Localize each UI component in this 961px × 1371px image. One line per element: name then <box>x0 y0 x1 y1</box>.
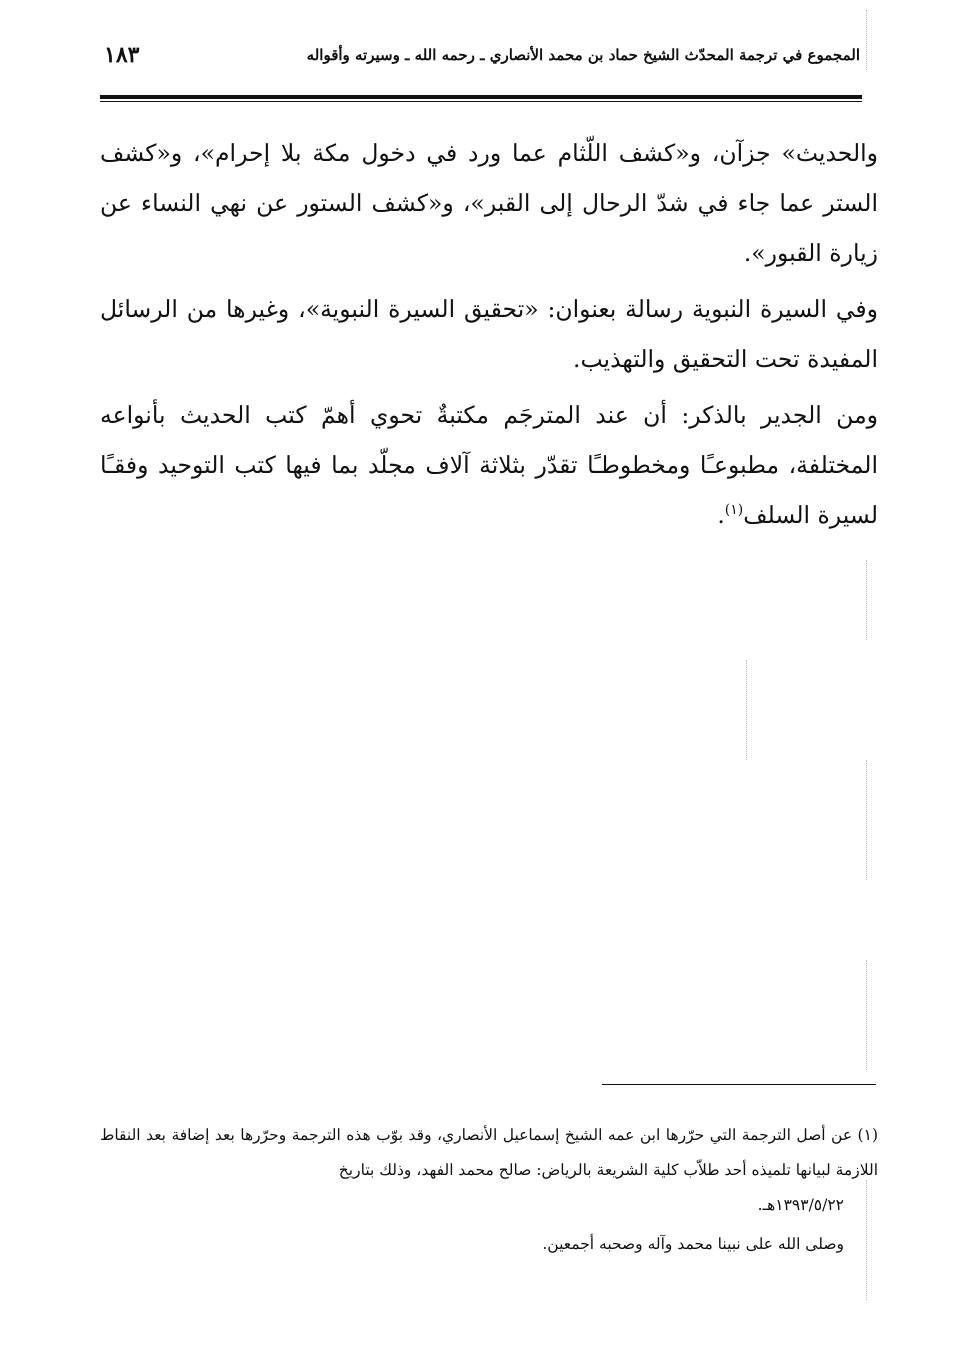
footnotes <box>100 1118 878 1262</box>
footnote-1-date: ١٣٩٣/٥/٢٢هـ. <box>757 1196 844 1214</box>
header-rule-thin <box>100 101 862 102</box>
footnote-1: (١) عن أصل الترجمة التي حرّرها ابن عمه الشيخ إسماعيل الأنصاري، وقد بوّب هذه الترجمة وحرّرها بعد إضافة بعد النقاط اللازمة لبيانها تلميذه أحد طلاّب كلية الشريعة بالرياض: صالح محمد الفهد، وذلك بتاريخ <box>100 1126 878 1179</box>
paragraph-3 <box>100 390 878 540</box>
scan-mark <box>866 960 868 1070</box>
scan-mark <box>866 10 868 70</box>
scan-mark <box>866 1180 868 1300</box>
page-number: ١٨٣ <box>104 42 140 68</box>
paragraph-3-wrapper <box>100 390 878 540</box>
paragraph-1 <box>100 128 878 278</box>
running-title: المجموع في ترجمة المحدّث الشيخ حماد بن محمد الأنصاري ـ رحمه الله ـ وسيرته وأقواله <box>306 46 860 64</box>
paragraph-3-text: ومن الجدير بالذكر: أن عند المترجَم مكتبةٌ تحوي أهمّ كتب الحديث بأنواعه المختلفة، مطبوعـًا ومخطوطـًا تقدّر بثلاثة آلاف مجلّد بما فيها كتب التوحيد وفقـًا لسيرة السلف <box>100 401 878 529</box>
scan-mark <box>746 660 748 760</box>
closing-line: وصلى الله على نبينا محمد وآله وصحبه أجمعين. <box>542 1235 844 1253</box>
footnote-reference[interactable]: (١) <box>724 502 744 519</box>
paragraph-1-text: والحديث» جزآن، و«كشف اللّثام عما ورد في دخول مكة بلا إحرام»، و«كشف الستر عما جاء في شدّ الرحال إلى القبر»، و«كشف الستور عن نهي النساء عن زيارة القبور». <box>100 139 878 267</box>
main-text <box>100 128 878 546</box>
footnote-separator <box>602 1084 876 1085</box>
paragraph-2-text: وفي السيرة النبوية رسالة بعنوان: «تحقيق السيرة النبوية»، وغيرها من الرسائل المفيدة تحت التحقيق والتهذيب. <box>100 295 878 373</box>
paragraph-2 <box>100 284 878 384</box>
paragraph-3-period: . <box>717 501 725 529</box>
scan-mark <box>866 760 868 880</box>
running-header <box>100 42 860 76</box>
header-rule-thick <box>100 95 862 99</box>
scan-mark <box>866 560 868 640</box>
